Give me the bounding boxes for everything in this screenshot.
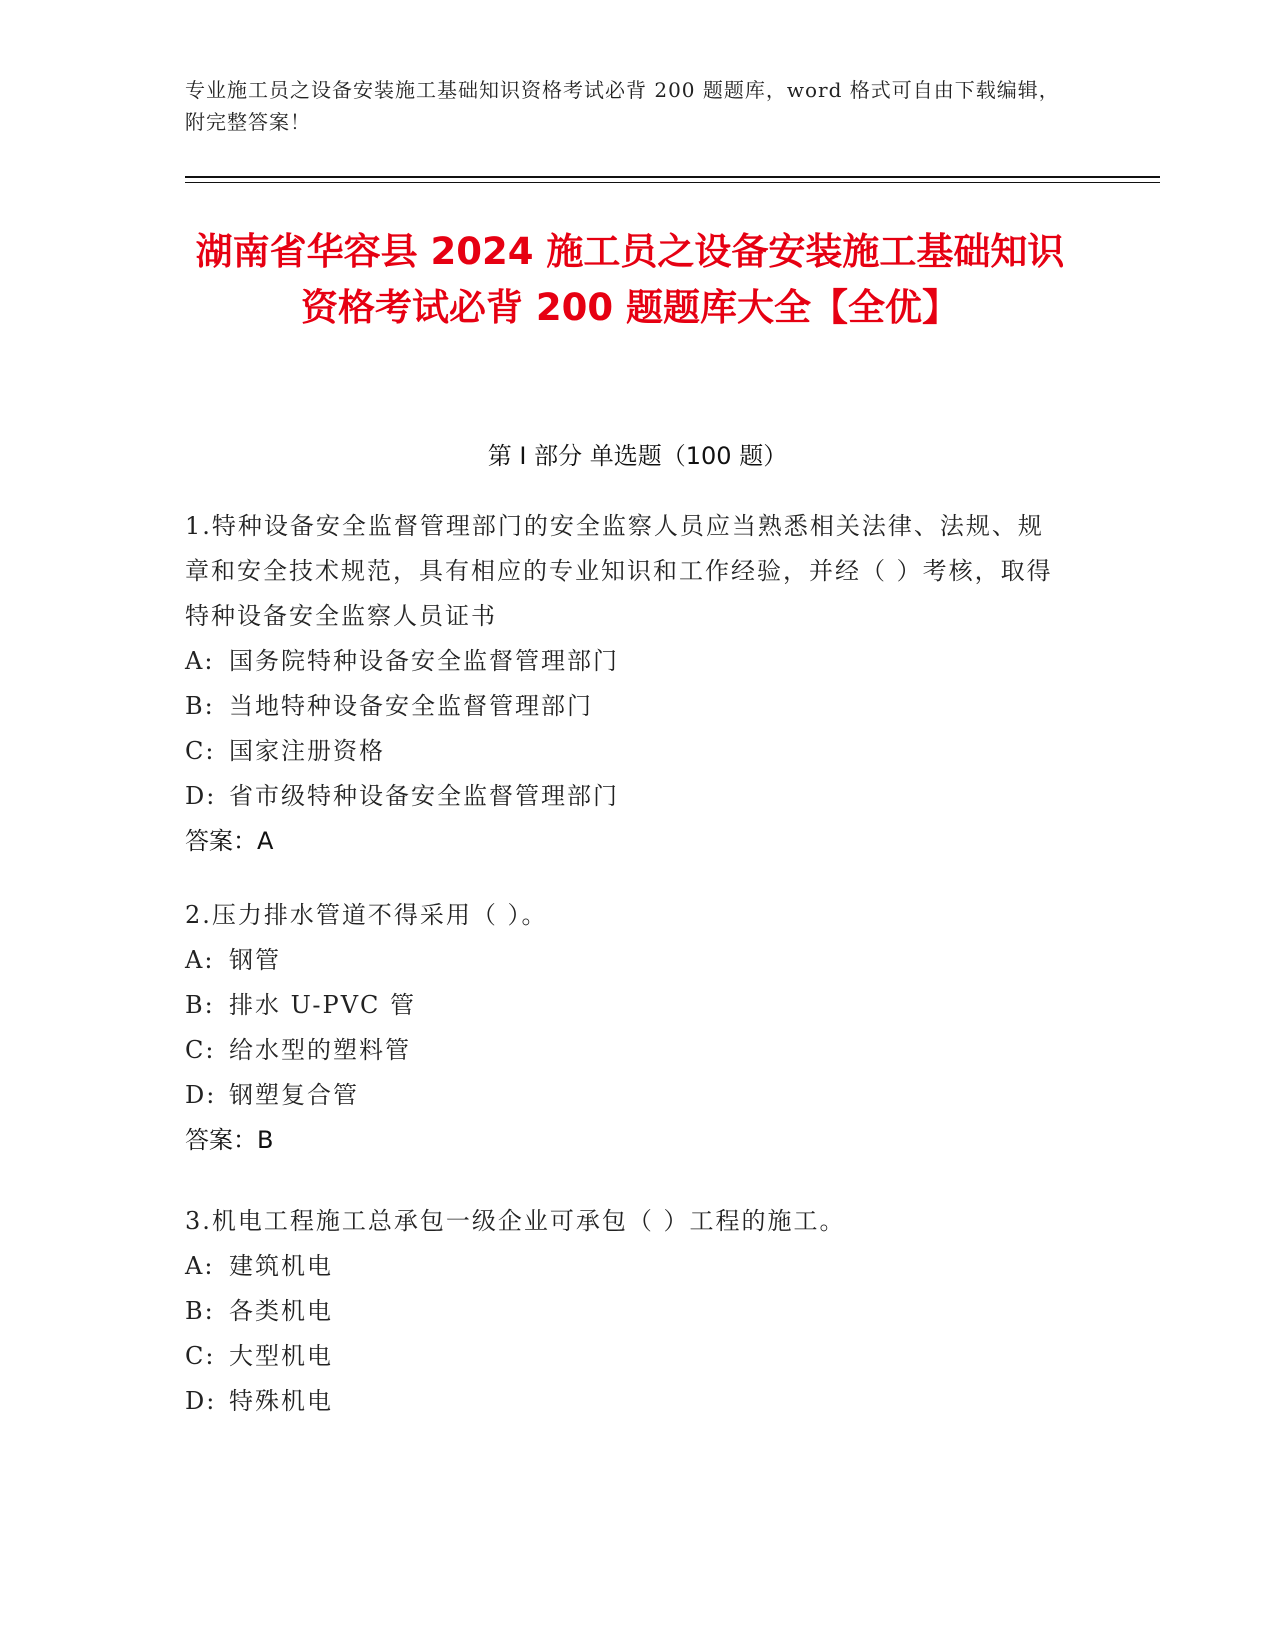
option-text: 钢管 bbox=[229, 946, 281, 974]
answer: 答案：A bbox=[185, 827, 274, 855]
question-stem: 1.特种设备安全监督管理部门的安全监察人员应当熟悉相关法律、法规、规章和安全技术规范，具有相应的专业知识和工作经验，并经（ ）考核，取得特种设备安全监察人员证书 bbox=[185, 512, 1053, 630]
option-text: 大型机电 bbox=[229, 1342, 333, 1370]
question-1 bbox=[185, 504, 1065, 864]
header-note: 专业施工员之设备安装施工基础知识资格考试必背 200 题题库，word 格式可自由下载编辑，附完整答案！ bbox=[185, 78, 1060, 134]
question-3 bbox=[185, 1199, 1065, 1424]
option-text: 各类机电 bbox=[229, 1297, 333, 1325]
option-letter: C: bbox=[185, 1342, 216, 1370]
option-b bbox=[185, 983, 1065, 1028]
option-letter: B: bbox=[185, 692, 215, 720]
option-text: 给水型的塑料管 bbox=[229, 1036, 411, 1064]
option-text: 省市级特种设备安全监督管理部门 bbox=[229, 782, 619, 810]
option-d bbox=[185, 1073, 1065, 1118]
option-letter: B: bbox=[185, 991, 215, 1019]
option-text: 钢塑复合管 bbox=[229, 1081, 359, 1109]
option-letter: A: bbox=[185, 1252, 215, 1280]
option-letter: D: bbox=[185, 1387, 217, 1415]
option-d bbox=[185, 1379, 1065, 1424]
option-a bbox=[185, 1244, 1065, 1289]
option-letter: C: bbox=[185, 1036, 216, 1064]
option-text: 特殊机电 bbox=[229, 1387, 333, 1415]
option-b bbox=[185, 1289, 1065, 1334]
option-letter: A: bbox=[185, 647, 215, 675]
option-c bbox=[185, 729, 1065, 774]
question-stem: 3.机电工程施工总承包一级企业可承包（ ）工程的施工。 bbox=[185, 1207, 846, 1235]
document-title: 湖南省华容县 2024 施工员之设备安装施工基础知识资格考试必背 200 题题库大全【全优】 bbox=[195, 230, 1065, 329]
option-text: 建筑机电 bbox=[229, 1252, 333, 1280]
question-stem: 2.压力排水管道不得采用（ ）。 bbox=[185, 901, 548, 929]
header-rule-thick bbox=[185, 176, 1160, 178]
header-rule-thin bbox=[185, 182, 1160, 183]
option-letter: B: bbox=[185, 1297, 215, 1325]
option-a bbox=[185, 639, 1065, 684]
option-c bbox=[185, 1334, 1065, 1379]
option-b bbox=[185, 684, 1065, 729]
question-2 bbox=[185, 893, 1065, 1163]
option-letter: C: bbox=[185, 737, 216, 765]
option-d bbox=[185, 774, 1065, 819]
option-text: 国家注册资格 bbox=[229, 737, 385, 765]
option-a bbox=[185, 938, 1065, 983]
section-title: 第 I 部分 单选题（100 题） bbox=[487, 442, 788, 470]
option-text: 国务院特种设备安全监督管理部门 bbox=[229, 647, 619, 675]
option-letter: D: bbox=[185, 1081, 217, 1109]
option-text: 当地特种设备安全监督管理部门 bbox=[229, 692, 593, 720]
option-c bbox=[185, 1028, 1065, 1073]
option-letter: A: bbox=[185, 946, 215, 974]
option-letter: D: bbox=[185, 782, 217, 810]
answer: 答案：B bbox=[185, 1126, 274, 1154]
option-text: 排水 U-PVC 管 bbox=[229, 991, 417, 1019]
